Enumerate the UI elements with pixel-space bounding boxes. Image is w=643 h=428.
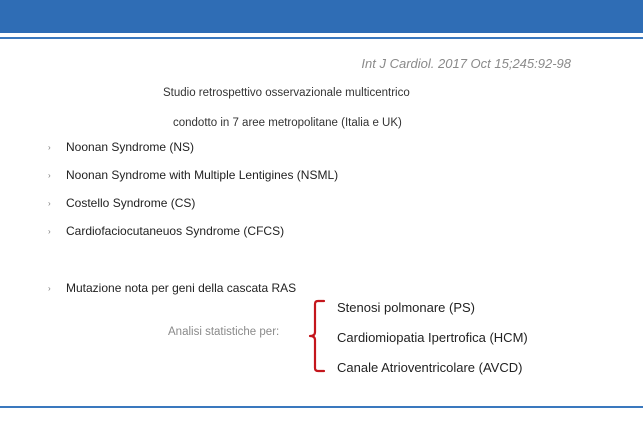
footer-rule (0, 406, 643, 408)
list-item (48, 281, 296, 295)
header-bar (0, 0, 643, 33)
list-item (48, 168, 338, 182)
header-rule (0, 37, 643, 39)
chevron-right-icon: › (48, 199, 51, 209)
analysis-label: Analisi statistiche per: (168, 326, 280, 338)
citation: Int J Cardiol. 2017 Oct 15;245:92-98 (361, 56, 571, 71)
chevron-right-icon: › (48, 171, 51, 181)
study-description-line-2: condotto in 7 aree metropolitane (Italia e UK) (173, 117, 402, 129)
list-item-label: Costello Syndrome (CS) (66, 196, 196, 210)
outcome-item: Canale Atrioventricolare (AVCD) (337, 360, 523, 375)
chevron-right-icon: › (48, 284, 51, 294)
chevron-right-icon: › (48, 143, 51, 153)
outcome-item: Stenosi polmonare (PS) (337, 300, 476, 315)
list-item-label: Noonan Syndrome (NS) (66, 140, 195, 154)
chevron-right-icon: › (48, 227, 51, 237)
outcome-item: Cardiomiopatia Ipertrofica (HCM) (337, 330, 528, 345)
list-item (48, 140, 194, 154)
list-item-label: Mutazione nota per geni della cascata RAS (66, 281, 297, 295)
list-item-label: Noonan Syndrome with Multiple Lentigines (NSML) (66, 168, 339, 182)
list-item (48, 224, 284, 238)
list-item (48, 196, 195, 210)
curly-brace-icon (304, 299, 328, 373)
study-description-line-1: Studio retrospettivo osservazionale multicentrico (163, 87, 410, 99)
list-item-label: Cardiofaciocutaneuos Syndrome (CFCS) (66, 224, 285, 238)
